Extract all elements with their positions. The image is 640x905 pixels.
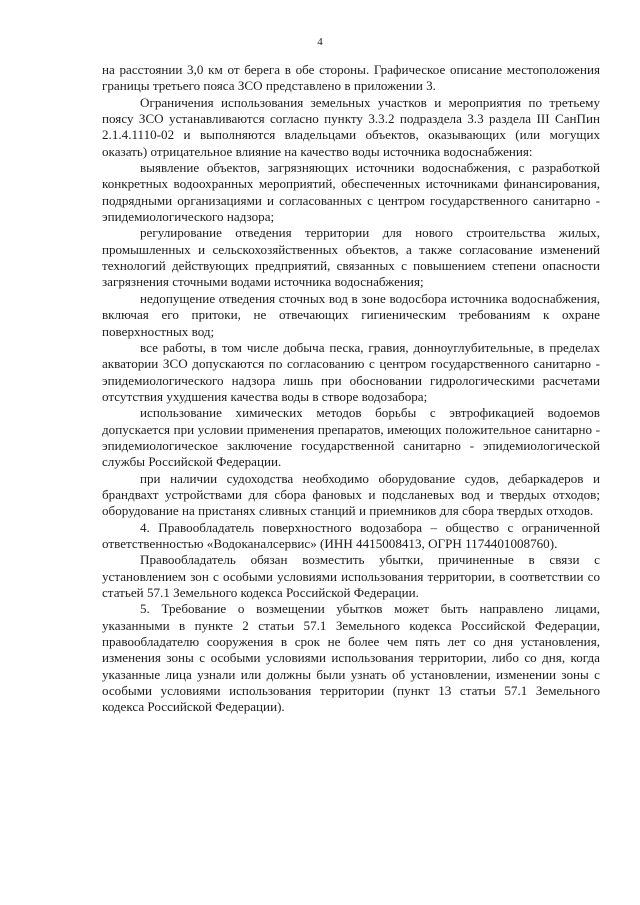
paragraph-restrictions-intro: Ограничения использования земельных участков и мероприятия по третьему поясу ЗСО устанавливаются согласно пункту 3.3.2 подраздела 3.3 раздела III СанПин 2.1.4.1110-02 и выполняются владельцами объектов, оказывающих (или могущих оказать) отрицательное влияние на качество воды источника водоснабжения: (102, 94, 600, 159)
paragraph-item-5-compensation: 5. Требование о возмещении убытков может быть направлено лицами, указанными в пункте 2 статьи 57.1 Земельного кодекса Российской Федерации, правообладателю сооружения в срок не более чем пять лет со дня установления, изменения зоны с особыми условиями использования территории, либо со дня, когда указанные лица узнали или должны были узнать об установлении, изменении зоны с особыми условиями использования территории (пункт 13 статьи 57.1 Земельного кодекса Российской Федерации). (102, 601, 600, 715)
paragraph-measure-wastewater: недопущение отведения сточных вод в зоне водосбора источника водоснабжения, включая его притоки, не отвечающих гигиеническим требованиям к охране поверхностных вод; (102, 290, 600, 339)
paragraph-owner-obligation: Правообладатель обязан возместить убытки, причиненные в связи с установлением зон с особыми условиями использования территории, в соответствии со статьей 57.1 Земельного кодекса Российской Федерации. (102, 552, 600, 600)
paragraph-measure-chemical: использование химических методов борьбы с эвтрофикацией водоемов допускается при условии применения препаратов, имеющих положительное санитарно - эпидемиологическое заключение государственной санитарно - эпидемиологической службы Российской Федерации. (102, 405, 600, 470)
document-body (102, 62, 600, 716)
paragraph-measure-shipping: при наличии судоходства необходимо оборудование судов, дебаркадеров и брандвахт устройствами для сбора фановых и подсланевых вод и твердых отходов; оборудование на пристанях сливных станций и приемников для сбора твердых отходов. (102, 470, 600, 519)
paragraph-measure-regulation: регулирование отведения территории для нового строительства жилых, промышленных и сельскохозяйственных объектов, а также согласование изменений технологий действующих предприятий, связанных с повышением степени опасности загрязнения сточными водами источника водоснабжения; (102, 225, 600, 290)
page-number: 4 (317, 36, 323, 48)
paragraph-measure-works: все работы, в том числе добыча песка, гравия, донноуглубительные, в пределах акватории ЗСО допускаются по согласованию с центром государственного санитарно - эпидемиологического надзора лишь при обосновании гидрологическими расчетами отсутствия ухудшения качества воды в створе водозабора; (102, 339, 600, 404)
paragraph-continuation: на расстоянии 3,0 км от берега в обе стороны. Графическое описание местоположения границы третьего пояса ЗСО представлено в приложении 3. (102, 62, 600, 94)
paragraph-measure-identification: выявление объектов, загрязняющих источники водоснабжения, с разработкой конкретных водоохранных мероприятий, обеспеченных источниками финансирования, подрядными организациями и согласованных с центром государственного санитарно - эпидемиологического надзора; (102, 160, 600, 225)
paragraph-item-4-owner: 4. Правообладатель поверхностного водозабора – общество с ограниченной ответственностью «Водоканалсервис» (ИНН 4415008413, ОГРН 1174401008760). (102, 519, 600, 551)
